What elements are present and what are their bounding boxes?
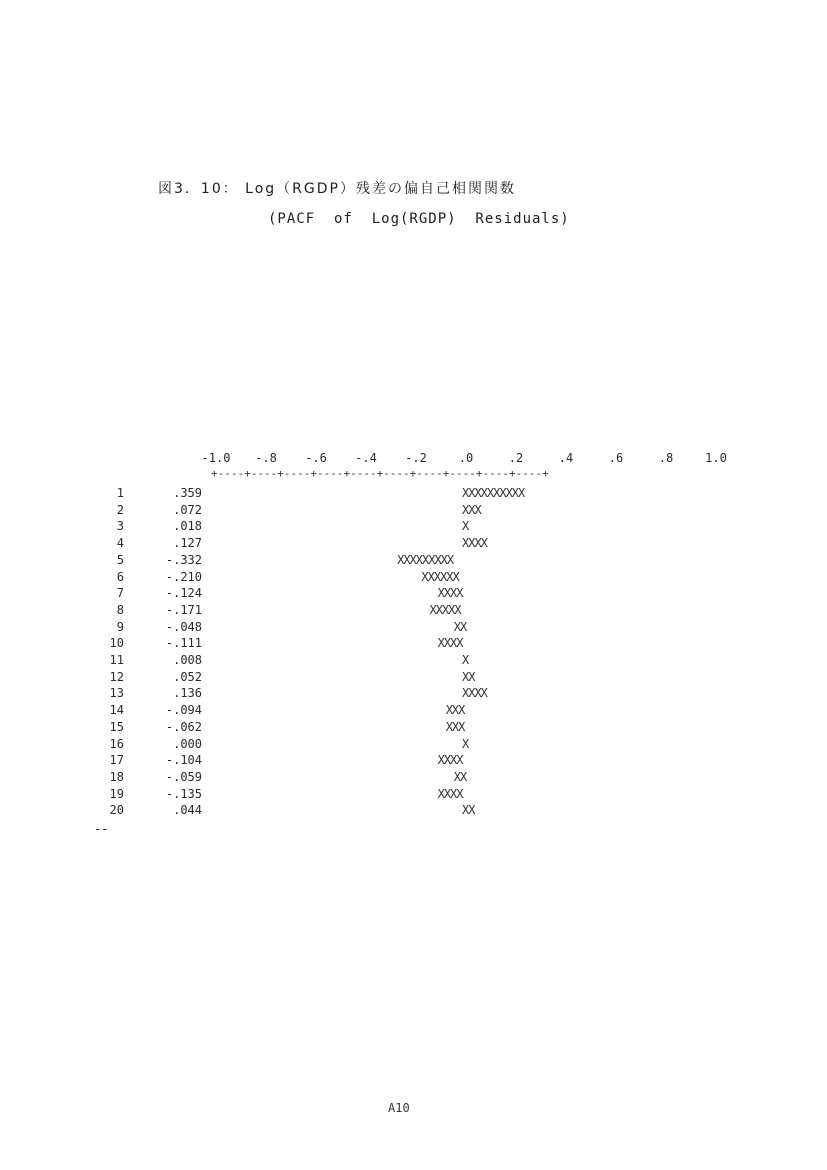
pacf-bar: XXX [445, 719, 465, 734]
pacf-bar: XXXXXX [421, 569, 459, 584]
pacf-row [0, 586, 827, 603]
pacf-row [0, 803, 827, 820]
pacf-row [0, 536, 827, 553]
x-tick-label: .8 [658, 451, 674, 465]
value-label: -.332 [165, 552, 202, 567]
pacf-bar: XXXXX [429, 602, 461, 617]
pacf-row [0, 737, 827, 754]
pacf-bar: XX [453, 619, 467, 634]
lag-label: 20 [109, 803, 124, 818]
pacf-row [0, 686, 827, 703]
pacf-bar: XXXX [437, 636, 463, 651]
x-tick-label: .4 [558, 451, 574, 465]
pacf-bar: XXXX [437, 586, 463, 601]
value-label: -.124 [165, 586, 202, 601]
value-label: -.210 [165, 569, 202, 584]
pacf-bar: XXXX [437, 786, 463, 801]
pacf-row [0, 553, 827, 570]
value-label: .044 [173, 803, 202, 818]
lag-label: 13 [109, 686, 124, 701]
x-tick-label: .0 [458, 451, 474, 465]
value-label: .127 [173, 536, 202, 551]
lag-label: 19 [109, 786, 124, 801]
pacf-bar: XXX [462, 502, 481, 517]
pacf-bar: XX [462, 669, 475, 684]
x-tick-label: -.6 [305, 451, 327, 465]
value-label: .052 [173, 669, 202, 684]
x-tick-label: -1.0 [201, 451, 231, 465]
figure-title-jp: 図3．10： Log（RGDP）残差の偏自己相関関数 [158, 181, 516, 197]
pacf-row [0, 503, 827, 520]
value-label: .018 [173, 519, 202, 534]
x-tick-label: .2 [508, 451, 524, 465]
pacf-row [0, 787, 827, 804]
value-label: -.048 [165, 619, 202, 634]
x-axis-tick-labels [0, 451, 827, 469]
pacf-bar: XXXXXXXXX [397, 552, 454, 567]
lag-label: 17 [109, 753, 124, 768]
value-label: -.094 [165, 703, 202, 718]
pacf-row [0, 670, 827, 687]
x-tick-label: -.2 [405, 451, 427, 465]
lag-label: 11 [109, 653, 124, 667]
lag-label: 16 [109, 736, 124, 751]
pacf-row [0, 570, 827, 587]
pacf-bar: XXX [445, 703, 465, 718]
pacf-row [0, 519, 827, 536]
lag-label: 3 [116, 519, 124, 534]
pacf-bar: XX [453, 769, 467, 784]
lag-label: 9 [116, 619, 124, 634]
page-number: A10 [388, 1101, 410, 1115]
pacf-row [0, 636, 827, 653]
lag-label: 4 [116, 536, 124, 551]
value-label: .136 [173, 686, 202, 701]
pacf-bar: X [462, 519, 469, 534]
pacf-row [0, 653, 827, 670]
x-tick-label: .6 [608, 451, 624, 465]
lag-label: 15 [109, 719, 124, 734]
pacf-bar: XXXX [437, 753, 463, 768]
pacf-row [0, 486, 827, 503]
lag-label: 8 [116, 602, 124, 617]
pacf-row [0, 720, 827, 737]
pacf-row [0, 620, 827, 637]
value-label: .008 [173, 653, 202, 667]
lag-label: 14 [109, 703, 124, 718]
pacf-bar: XXXXXXXXXX [462, 486, 525, 500]
pacf-row [0, 753, 827, 770]
pacf-row [0, 703, 827, 720]
value-label: .000 [173, 736, 202, 751]
lag-label: 1 [116, 486, 124, 500]
figure-title-en: (PACF of Log(RGDP) Residuals) [268, 211, 570, 227]
lag-label: 12 [109, 669, 124, 684]
value-label: -.104 [165, 753, 202, 768]
x-tick-label: -.4 [355, 451, 377, 465]
x-tick-label: 1.0 [705, 451, 727, 465]
lag-label: 5 [116, 552, 124, 567]
pacf-bar: XXXX [462, 686, 487, 701]
pacf-row [0, 603, 827, 620]
end-mark: -- [94, 822, 109, 836]
value-label: .072 [173, 502, 202, 517]
pacf-bar: X [462, 653, 469, 667]
x-axis-line: +----+----+----+----+----+----+----+----+----+----+ [211, 469, 549, 479]
lag-label: 7 [116, 586, 124, 601]
pacf-row [0, 770, 827, 787]
value-label: -.171 [165, 602, 202, 617]
value-label: -.135 [165, 786, 202, 801]
lag-label: 10 [109, 636, 124, 651]
value-label: -.062 [165, 719, 202, 734]
lag-label: 2 [116, 502, 124, 517]
pacf-bar: XXXX [462, 536, 487, 551]
lag-label: 6 [116, 569, 124, 584]
value-label: -.111 [165, 636, 202, 651]
x-tick-label: -.8 [255, 451, 277, 465]
value-label: -.059 [165, 769, 202, 784]
value-label: .359 [173, 486, 202, 500]
lag-label: 18 [109, 769, 124, 784]
pacf-bar: XX [462, 803, 475, 818]
pacf-bar: X [462, 736, 469, 751]
